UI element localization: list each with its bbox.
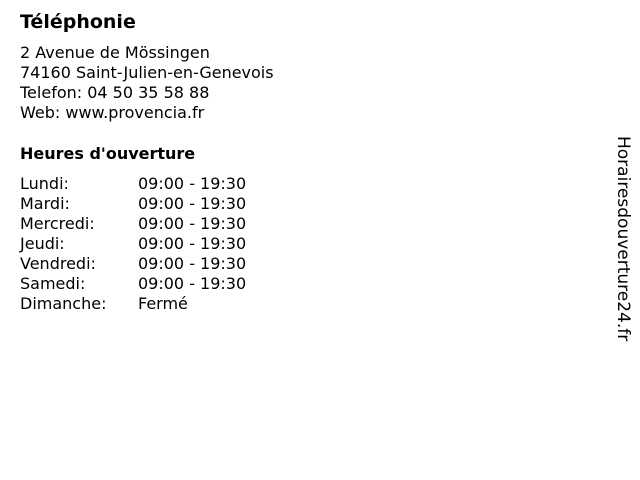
street-address: 2 Avenue de Mössingen <box>20 43 210 62</box>
day-hours: 09:00 - 19:30 <box>138 274 247 293</box>
phone-number: Telefon: 04 50 35 58 88 <box>20 83 210 102</box>
day-label: Samedi: <box>20 274 86 293</box>
hours-row-friday <box>20 254 246 274</box>
postal-city: 74160 Saint-Julien-en-Genevois <box>20 63 274 82</box>
day-hours: 09:00 - 19:30 <box>138 234 247 253</box>
day-label: Mercredi: <box>20 214 95 233</box>
day-label: Jeudi: <box>20 234 65 253</box>
day-hours: Fermé <box>138 294 188 313</box>
opening-hours-table <box>20 174 246 314</box>
day-label: Dimanche: <box>20 294 107 313</box>
address-block <box>20 43 274 123</box>
day-hours: 09:00 - 19:30 <box>138 174 247 193</box>
day-hours: 09:00 - 19:30 <box>138 194 247 213</box>
day-label: Mardi: <box>20 194 70 213</box>
business-name: Téléphonie <box>20 11 136 33</box>
hours-row-wednesday <box>20 214 246 234</box>
site-watermark: Horairesdouverture24.fr <box>613 136 633 342</box>
opening-hours-heading: Heures d'ouverture <box>20 144 196 163</box>
day-hours: 09:00 - 19:30 <box>138 254 247 273</box>
hours-row-tuesday <box>20 194 246 214</box>
hours-row-monday <box>20 174 246 194</box>
day-hours: 09:00 - 19:30 <box>138 214 247 233</box>
day-label: Lundi: <box>20 174 69 193</box>
hours-row-sunday <box>20 294 246 314</box>
hours-row-saturday <box>20 274 246 294</box>
day-label: Vendredi: <box>20 254 96 273</box>
hours-row-thursday <box>20 234 246 254</box>
website: Web: www.provencia.fr <box>20 103 205 122</box>
